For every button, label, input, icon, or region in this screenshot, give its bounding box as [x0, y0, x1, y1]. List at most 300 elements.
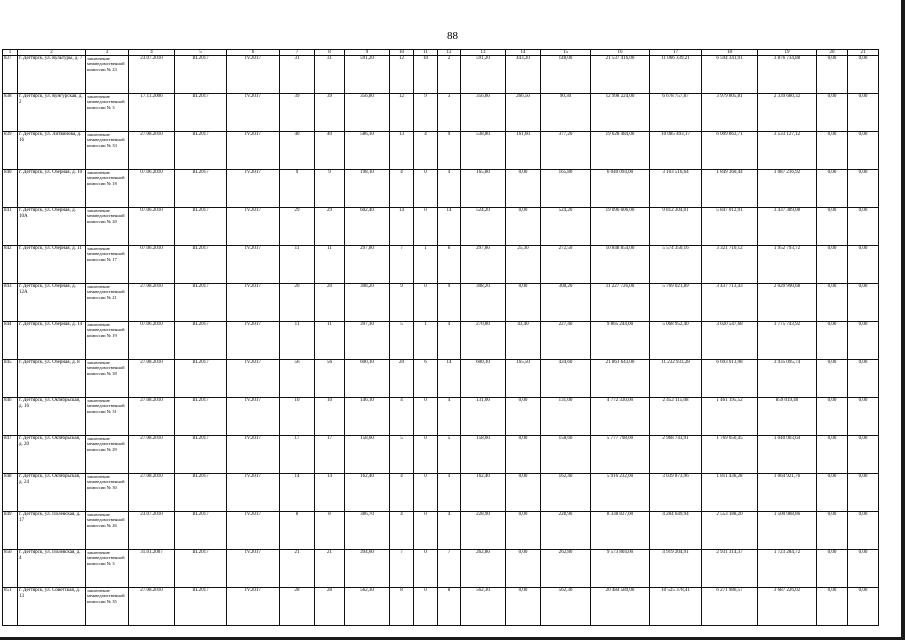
private-area-cell: 0,00 [506, 474, 541, 512]
end-quarter-cell: IV.2017 [227, 170, 280, 208]
start-quarter-cell: III.2017 [175, 398, 227, 436]
date-cell: 07.06.2010 [129, 246, 175, 284]
extra-cost-cell: 0,00 [817, 208, 848, 246]
premises-municipal-cell: 4 [438, 322, 461, 360]
column-number-cell: 7 [280, 50, 315, 56]
premises-total-cell: 4 [390, 398, 414, 436]
row-number: 844 [3, 322, 18, 360]
residents-to-resettle-cell: 17 [315, 436, 345, 474]
region-cost-cell: 3 321 710,12 [702, 246, 758, 284]
fund-cost-cell: 5 769 021,89 [650, 284, 702, 322]
address-cell: г. Дегтярск, ул. Озерная, д. 8 [18, 360, 86, 398]
start-quarter-cell: III.2017 [175, 208, 227, 246]
fund-cost-cell: 5 574 350,16 [650, 246, 702, 284]
row-number: 843 [3, 284, 18, 322]
row-number: 847 [3, 436, 18, 474]
extra-cost-cell: 0,00 [817, 474, 848, 512]
region-cost-cell: 2 553 188,20 [702, 512, 758, 550]
private-area-cell: 25,30 [506, 246, 541, 284]
date-cell: 27.08.2010 [129, 398, 175, 436]
residents-to-resettle-cell: 56 [315, 360, 345, 398]
extra-cost-cell: 0,00 [817, 94, 848, 132]
local-cost-cell: 2 339 680,32 [758, 94, 817, 132]
address-cell: г. Дегтярск, ул. Полевская, д. 17 [18, 512, 86, 550]
private-area-cell: 0,00 [506, 170, 541, 208]
address-cell: г. Дегтярск, ул. Кунгурская, д. 2 [18, 94, 86, 132]
local-cost-cell: 3 935 095,74 [758, 360, 817, 398]
end-quarter-cell: IV.2017 [227, 474, 280, 512]
fund-cost-cell: 2 968 743,91 [650, 436, 702, 474]
end-quarter-cell: IV.2017 [227, 246, 280, 284]
residents-to-resettle-cell: 20 [315, 284, 345, 322]
resettle-area-cell: 131,00 [461, 398, 506, 436]
private-area-cell: 0,00 [506, 284, 541, 322]
private-area-cell: 0,00 [506, 588, 541, 626]
local-cost-cell: 1 500 988,86 [758, 512, 817, 550]
municipal-area-cell: 227,40 [541, 322, 591, 360]
date-cell: 07.06.2010 [129, 322, 175, 360]
resettle-area-cell: 262,80 [461, 550, 506, 588]
premises-private-cell: 0 [414, 588, 438, 626]
other-cost-cell: 0,00 [848, 170, 879, 208]
total-cost-cell: 9 573 804,00 [591, 550, 650, 588]
start-quarter-cell: III.2017 [175, 588, 227, 626]
region-cost-cell: 3 437 713,43 [702, 284, 758, 322]
residents-to-resettle-cell: 39 [315, 94, 345, 132]
end-quarter-cell: IV.2017 [227, 208, 280, 246]
local-cost-cell: 3 533 127,12 [758, 132, 817, 170]
residents-cell: 28 [280, 588, 315, 626]
start-quarter-cell: III.2017 [175, 474, 227, 512]
residents-cell: 56 [280, 360, 315, 398]
other-cost-cell: 0,00 [848, 284, 879, 322]
premises-municipal-cell: 9 [438, 132, 461, 170]
premises-municipal-cell: 5 [438, 436, 461, 474]
total-cost-cell: 19 628 484,00 [591, 132, 650, 170]
premises-total-cell: 4 [390, 474, 414, 512]
total-cost-cell: 9 865 244,00 [591, 322, 650, 360]
address-cell: г. Дегтярск, ул. Озерная, д. 14 [18, 322, 86, 360]
address-cell: г. Дегтярск, ул. Советская, д. 13 [18, 588, 86, 626]
premises-total-cell: 13 [390, 132, 414, 170]
end-quarter-cell: IV.2017 [227, 398, 280, 436]
residents-cell: 8 [280, 512, 315, 550]
area-cell: 158,60 [345, 436, 390, 474]
area-cell: 162,40 [345, 474, 390, 512]
municipal-area-cell: 131,00 [541, 398, 591, 436]
end-quarter-cell: IV.2017 [227, 588, 280, 626]
column-number-cell: 16 [591, 50, 650, 56]
document-cell: заключение межведомственной комиссии № 3 [86, 94, 129, 132]
end-quarter-cell: IV.2017 [227, 512, 280, 550]
premises-total-cell: 12 [390, 94, 414, 132]
address-cell: г. Дегтярск, ул. Озерная, д. 12А [18, 284, 86, 322]
residents-to-resettle-cell: 31 [315, 56, 345, 94]
document-cell: заключение межведомственной комиссии № 3 [86, 550, 129, 588]
date-cell: 27.08.2010 [129, 588, 175, 626]
private-area-cell: 161,60 [506, 132, 541, 170]
area-cell: 198,10 [345, 170, 390, 208]
fund-cost-cell: 11 232 933,28 [650, 360, 702, 398]
start-quarter-cell: III.2017 [175, 360, 227, 398]
end-quarter-cell: IV.2017 [227, 436, 280, 474]
table-row [3, 322, 879, 360]
table-row [3, 588, 879, 626]
premises-total-cell: 14 [390, 208, 414, 246]
private-area-cell: 43,40 [506, 322, 541, 360]
column-number-cell: 19 [758, 50, 817, 56]
table-row [3, 284, 879, 322]
premises-private-cell: 4 [414, 132, 438, 170]
premises-private-cell: 6 [414, 360, 438, 398]
total-cost-cell: 20 484 589,00 [591, 588, 650, 626]
residents-cell: 31 [280, 56, 315, 94]
premises-municipal-cell: 3 [438, 94, 461, 132]
premises-municipal-cell: 4 [438, 170, 461, 208]
fund-cost-cell: 10 525 378,41 [650, 588, 702, 626]
start-quarter-cell: III.2017 [175, 246, 227, 284]
resettle-area-cell: 158,60 [461, 436, 506, 474]
end-quarter-cell: IV.2017 [227, 360, 280, 398]
municipal-area-cell: 272,50 [541, 246, 591, 284]
premises-private-cell: 0 [414, 284, 438, 322]
resettle-area-cell: 270,80 [461, 322, 506, 360]
premises-total-cell: 8 [390, 588, 414, 626]
region-cost-cell: 1 811 436,28 [702, 474, 758, 512]
residents-to-resettle-cell: 28 [315, 588, 345, 626]
residents-cell: 39 [280, 94, 315, 132]
address-cell: г. Дегтярск, ул. Полевская, д. 4 [18, 550, 86, 588]
other-cost-cell: 0,00 [848, 322, 879, 360]
municipal-area-cell: 524,20 [541, 208, 591, 246]
extra-cost-cell: 0,00 [817, 398, 848, 436]
private-area-cell: 266,50 [506, 94, 541, 132]
total-cost-cell: 10 848 854,00 [591, 246, 650, 284]
area-cell: 308,20 [345, 284, 390, 322]
fund-cost-cell: 6 678 757,87 [650, 94, 702, 132]
local-cost-cell: 1 040 003,64 [758, 436, 817, 474]
fund-cost-cell: 2 452 115,08 [650, 398, 702, 436]
document-cell: заключение межведомственной комиссии № 35 [86, 588, 129, 626]
premises-municipal-cell: 2 [438, 56, 461, 94]
residents-cell: 11 [280, 322, 315, 360]
local-cost-cell: 2 020 990,68 [758, 284, 817, 322]
residents-cell: 17 [280, 436, 315, 474]
date-cell: 27.08.2010 [129, 436, 175, 474]
other-cost-cell: 0,00 [848, 436, 879, 474]
region-cost-cell: 3 020 547,68 [702, 322, 758, 360]
resettle-area-cell: 228,90 [461, 512, 506, 550]
table-row [3, 474, 879, 512]
document-cell: заключение межведомственной комиссии № 17 [86, 246, 129, 284]
region-cost-cell: 5 847 012,91 [702, 208, 758, 246]
other-cost-cell: 0,00 [848, 588, 879, 626]
table-row [3, 512, 879, 550]
local-cost-cell: 1 087 216,92 [758, 170, 817, 208]
address-cell: г. Дегтярск, ул. Культуры, д. 7 [18, 56, 86, 94]
premises-private-cell: 0 [414, 170, 438, 208]
column-number-cell: 12 [438, 50, 461, 56]
resettle-area-cell: 308,20 [461, 284, 506, 322]
date-cell: 27.08.2010 [129, 360, 175, 398]
premises-private-cell: 10 [414, 56, 438, 94]
column-number-cell: 20 [817, 50, 848, 56]
premises-total-cell: 20 [390, 360, 414, 398]
resettle-area-cell: 297,80 [461, 246, 506, 284]
private-area-cell: 165,50 [506, 360, 541, 398]
total-cost-cell: 21 537 416,00 [591, 56, 650, 94]
extra-cost-cell: 0,00 [817, 56, 848, 94]
document-cell: заключение межведомственной комиссии № 39 [86, 360, 129, 398]
date-cell: 27.08.2010 [129, 474, 175, 512]
total-cost-cell: 8 338 827,00 [591, 512, 650, 550]
region-cost-cell: 6 271 986,57 [702, 588, 758, 626]
resettle-area-cell: 600,10 [461, 360, 506, 398]
total-cost-cell: 19 096 606,00 [591, 208, 650, 246]
table-row [3, 360, 879, 398]
fund-cost-cell: 3 039 873,96 [650, 474, 702, 512]
table-row [3, 436, 879, 474]
date-cell: 31.01.2007 [129, 550, 175, 588]
column-number-cell: 11 [414, 50, 438, 56]
premises-private-cell: 9 [414, 94, 438, 132]
start-quarter-cell: III.2017 [175, 284, 227, 322]
region-cost-cell: 6 693 613,98 [702, 360, 758, 398]
document-cell: заключение межведомственной комиссии № 31 [86, 398, 129, 436]
table-row [3, 208, 879, 246]
fund-cost-cell: 9 812 204,01 [650, 208, 702, 246]
column-number-cell: 13 [461, 50, 506, 56]
total-cost-cell: 4 772 330,00 [591, 398, 650, 436]
residents-cell: 11 [280, 246, 315, 284]
document-cell: заключение межведомственной комиссии № 19 [86, 322, 129, 360]
address-cell: г. Дегтярск, ул. Литвинова, д. 16 [18, 132, 86, 170]
date-cell: 27.08.2010 [129, 132, 175, 170]
municipal-area-cell: 148,00 [541, 56, 591, 94]
start-quarter-cell: III.2017 [175, 512, 227, 550]
residents-cell: 40 [280, 132, 315, 170]
area-cell: 356,80 [345, 94, 390, 132]
residents-cell: 20 [280, 284, 315, 322]
private-area-cell: 0,00 [506, 512, 541, 550]
row-number: 840 [3, 170, 18, 208]
residents-cell: 10 [280, 398, 315, 436]
document-cell: заключение межведомственной комиссии № 33 [86, 132, 129, 170]
other-cost-cell: 0,00 [848, 474, 879, 512]
row-number: 845 [3, 360, 18, 398]
page-number: 88 [447, 30, 458, 42]
document-cell: заключение межведомственной комиссии № 18 [86, 170, 129, 208]
premises-municipal-cell: 14 [438, 360, 461, 398]
table-row [3, 94, 879, 132]
row-number: 838 [3, 94, 18, 132]
date-cell: 07.06.2010 [129, 208, 175, 246]
residents-to-resettle-cell: 8 [315, 512, 345, 550]
premises-municipal-cell: 7 [438, 550, 461, 588]
area-cell: 297,80 [345, 246, 390, 284]
start-quarter-cell: III.2017 [175, 132, 227, 170]
address-cell: г. Дегтярск, ул. Октябрьская, д. 24 [18, 474, 86, 512]
end-quarter-cell: IV.2017 [227, 56, 280, 94]
area-cell: 586,10 [345, 132, 390, 170]
municipal-area-cell: 165,80 [541, 170, 591, 208]
column-number-cell: 14 [506, 50, 541, 56]
residents-to-resettle-cell: 9 [315, 170, 345, 208]
resettle-area-cell: 356,80 [461, 94, 506, 132]
local-cost-cell: 1 775 743,92 [758, 322, 817, 360]
column-number-cell: 21 [848, 50, 879, 56]
table-row [3, 398, 879, 436]
extra-cost-cell: 0,00 [817, 588, 848, 626]
document-cell: заключение межведомственной комиссии № 20 [86, 208, 129, 246]
municipal-area-cell: 434,60 [541, 360, 591, 398]
row-number: 837 [3, 56, 18, 94]
end-quarter-cell: IV.2017 [227, 94, 280, 132]
date-cell: 27.08.2010 [129, 284, 175, 322]
table-row [3, 170, 879, 208]
column-number-cell: 10 [390, 50, 414, 56]
area-cell: 394,60 [345, 550, 390, 588]
end-quarter-cell: IV.2017 [227, 132, 280, 170]
premises-private-cell: 0 [414, 512, 438, 550]
other-cost-cell: 0,00 [848, 132, 879, 170]
private-area-cell: 0,00 [506, 550, 541, 588]
municipal-area-cell: 262,80 [541, 550, 591, 588]
row-number: 850 [3, 550, 18, 588]
extra-cost-cell: 0,00 [817, 436, 848, 474]
local-cost-cell: 3 437 389,08 [758, 208, 817, 246]
other-cost-cell: 0,00 [848, 512, 879, 550]
date-cell: 23.07.2010 [129, 56, 175, 94]
premises-private-cell: 1 [414, 246, 438, 284]
premises-total-cell: 12 [390, 56, 414, 94]
document-cell: заключение межведомственной комиссии № 29 [86, 436, 129, 474]
area-cell: 591,20 [345, 56, 390, 94]
region-cost-cell: 6 594 341,91 [702, 56, 758, 94]
start-quarter-cell: III.2017 [175, 170, 227, 208]
residents-to-resettle-cell: 29 [315, 208, 345, 246]
municipal-area-cell: 90,30 [541, 94, 591, 132]
document-cell: заключение межведомственной комиссии № 21 [86, 284, 129, 322]
extra-cost-cell: 0,00 [817, 132, 848, 170]
table-row [3, 550, 879, 588]
table-body [3, 50, 879, 626]
column-number-cell: 2 [18, 50, 86, 56]
column-number-cell: 9 [345, 50, 390, 56]
resettle-area-cell: 538,80 [461, 132, 506, 170]
premises-municipal-cell: 4 [438, 398, 461, 436]
residents-to-resettle-cell: 11 [315, 322, 345, 360]
premises-municipal-cell: 4 [438, 474, 461, 512]
document-cell: заключение межведомственной комиссии № 30 [86, 474, 129, 512]
row-number: 846 [3, 398, 18, 436]
column-number-cell: 1 [3, 50, 18, 56]
municipal-area-cell: 158,60 [541, 436, 591, 474]
row-number: 848 [3, 474, 18, 512]
premises-municipal-cell: 14 [438, 208, 461, 246]
premises-private-cell: 0 [414, 436, 438, 474]
premises-private-cell: 1 [414, 322, 438, 360]
premises-total-cell: 4 [390, 512, 414, 550]
address-cell: г. Дегтярск, ул. Озерная, д. 10 [18, 170, 86, 208]
column-number-cell: 18 [702, 50, 758, 56]
column-number-cell: 3 [86, 50, 129, 56]
premises-total-cell: 7 [390, 550, 414, 588]
residents-to-resettle-cell: 11 [315, 246, 345, 284]
premises-municipal-cell: 6 [438, 246, 461, 284]
address-cell: г. Дегтярск, ул. Озерная, д. 10А [18, 208, 86, 246]
fund-cost-cell: 11 066 339,21 [650, 56, 702, 94]
premises-total-cell: 7 [390, 246, 414, 284]
residents-cell: 14 [280, 474, 315, 512]
region-cost-cell: 3 979 805,81 [702, 94, 758, 132]
region-cost-cell: 1 849 360,44 [702, 170, 758, 208]
fund-cost-cell: 4 919 204,91 [650, 550, 702, 588]
premises-private-cell: 0 [414, 208, 438, 246]
end-quarter-cell: IV.2017 [227, 550, 280, 588]
private-area-cell: 0,00 [506, 398, 541, 436]
resettle-area-cell: 591,20 [461, 56, 506, 94]
municipal-area-cell: 228,90 [541, 512, 591, 550]
local-cost-cell: 1 952 793,72 [758, 246, 817, 284]
local-cost-cell: 1 064 921,76 [758, 474, 817, 512]
extra-cost-cell: 0,00 [817, 246, 848, 284]
residents-cell: 21 [280, 550, 315, 588]
municipal-area-cell: 162,40 [541, 474, 591, 512]
other-cost-cell: 0,00 [848, 360, 879, 398]
row-number: 841 [3, 208, 18, 246]
premises-private-cell: 0 [414, 474, 438, 512]
resettle-area-cell: 524,20 [461, 208, 506, 246]
municipal-area-cell: 377,20 [541, 132, 591, 170]
table-row [3, 246, 879, 284]
residents-to-resettle-cell: 14 [315, 474, 345, 512]
column-number-cell: 15 [541, 50, 591, 56]
column-number-cell: 8 [315, 50, 345, 56]
premises-private-cell: 0 [414, 398, 438, 436]
private-area-cell: 0,00 [506, 436, 541, 474]
date-cell: 07.06.2010 [129, 170, 175, 208]
region-cost-cell: 2 931 314,37 [702, 550, 758, 588]
resettle-area-cell: 162,40 [461, 474, 506, 512]
area-cell: 602,40 [345, 208, 390, 246]
total-cost-cell: 12 998 224,00 [591, 94, 650, 132]
premises-total-cell: 9 [390, 284, 414, 322]
end-quarter-cell: IV.2017 [227, 284, 280, 322]
row-number: 851 [3, 588, 18, 626]
extra-cost-cell: 0,00 [817, 550, 848, 588]
private-area-cell: 443,20 [506, 56, 541, 94]
fund-cost-cell: 4 284 649,94 [650, 512, 702, 550]
premises-total-cell: 5 [390, 436, 414, 474]
address-cell: г. Дегтярск, ул. Октябрьская, д. 20 [18, 436, 86, 474]
address-cell: г. Дегтярск, ул. Октябрьская, д. 16 [18, 398, 86, 436]
extra-cost-cell: 0,00 [817, 284, 848, 322]
local-cost-cell: 3 876 734,88 [758, 56, 817, 94]
table-row [3, 56, 879, 94]
premises-municipal-cell: 9 [438, 284, 461, 322]
total-cost-cell: 5 777 798,00 [591, 436, 650, 474]
municipal-area-cell: 308,20 [541, 284, 591, 322]
area-cell: 562,30 [345, 588, 390, 626]
extra-cost-cell: 0,00 [817, 360, 848, 398]
other-cost-cell: 0,00 [848, 56, 879, 94]
residents-cell: 29 [280, 208, 315, 246]
residents-to-resettle-cell: 21 [315, 550, 345, 588]
fund-cost-cell: 5 068 952,40 [650, 322, 702, 360]
start-quarter-cell: III.2017 [175, 322, 227, 360]
column-number-cell: 4 [129, 50, 175, 56]
